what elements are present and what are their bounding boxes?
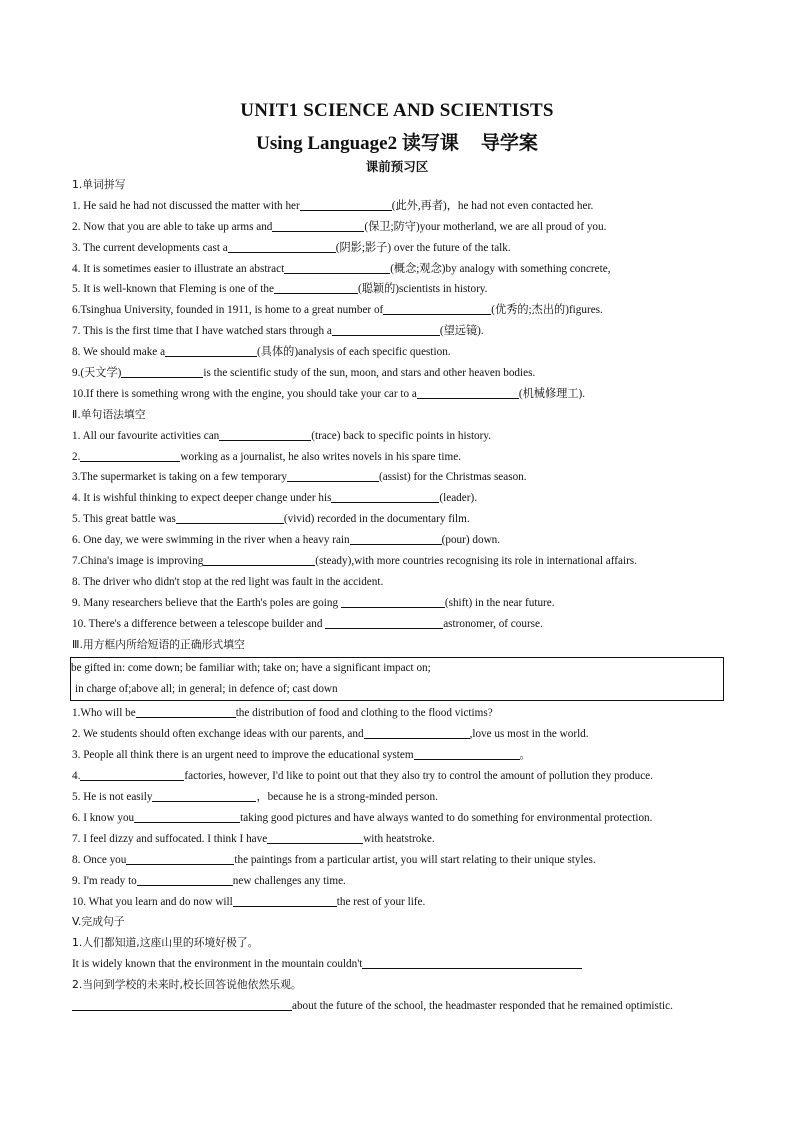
s1-item: 4. It is sometimes easier to illustrate an abstract (概念;观念)by analogy with something concrete, bbox=[72, 262, 611, 275]
answer-blank[interactable] bbox=[284, 261, 390, 274]
phrase-box-line: be gifted in: come down; be familiar with; take on; have a significant impact on; bbox=[71, 662, 431, 675]
phrase-box bbox=[70, 657, 724, 701]
s2-item: 3.The supermarket is taking on a few temporary (assist) for the Christmas season. bbox=[72, 471, 527, 484]
s1-item: 2. Now that you are able to take up arms and (保卫;防守)your motherland, we are all proud of you. bbox=[72, 220, 607, 233]
s2-item: 10. There's a difference between a telescope builder and astronomer, of course. bbox=[72, 617, 543, 630]
answer-blank[interactable] bbox=[331, 490, 439, 503]
answer-blank[interactable] bbox=[121, 365, 203, 378]
answer-blank[interactable] bbox=[80, 768, 184, 781]
answer-blank[interactable] bbox=[417, 386, 519, 399]
answer-blank[interactable] bbox=[165, 344, 257, 357]
phrase-box-line: in charge of;above all; in general; in defence of; cast down bbox=[75, 683, 338, 696]
answer-blank[interactable] bbox=[364, 726, 470, 739]
s5-q2-english: about the future of the school, the headmaster responded that he remained optimistic. bbox=[72, 996, 732, 1017]
answer-blank[interactable] bbox=[136, 705, 236, 718]
answer-blank[interactable] bbox=[341, 595, 445, 608]
s3-item: 7. I feel dizzy and suffocated. I think I have with heatstroke. bbox=[72, 832, 435, 845]
s2-item: 4. It is wishful thinking to expect deeper change under his (leader). bbox=[72, 492, 477, 505]
answer-blank[interactable] bbox=[203, 553, 315, 566]
s2-item: 2. working as a journalist, he also writes novels in his spare time. bbox=[72, 450, 461, 463]
s1-item: 1. He said he had not discussed the matter with her (此外,再者)，he had not even contacted her. bbox=[72, 199, 594, 212]
answer-blank[interactable] bbox=[219, 428, 311, 441]
s1-item: 8. We should make a (具体的)analysis of each specific question. bbox=[72, 346, 451, 359]
exercise-body bbox=[72, 175, 732, 1017]
subtitle-left: Using Language2 读写课 bbox=[256, 133, 459, 154]
section2-heading: Ⅱ.单句语法填空 bbox=[72, 407, 146, 421]
section-label: 课前预习区 bbox=[365, 159, 429, 174]
subtitle-right: 导学案 bbox=[480, 133, 538, 154]
s3-item: 1.Who will be the distribution of food and clothing to the flood victims? bbox=[72, 707, 493, 720]
answer-blank[interactable] bbox=[274, 281, 358, 294]
answer-blank[interactable] bbox=[152, 789, 256, 802]
s1-item: 7. This is the first time that I have watched stars through a (望远镜). bbox=[72, 325, 484, 338]
answer-blank[interactable] bbox=[383, 302, 491, 315]
section3-heading: Ⅲ.用方框内所给短语的正确形式填空 bbox=[72, 637, 245, 651]
page-subtitle bbox=[0, 128, 794, 155]
answer-blank[interactable] bbox=[80, 449, 180, 462]
s3-item: 4. factories, however, I'd like to point out that they also try to control the amount of pollution they produce. bbox=[72, 770, 653, 783]
page-title: UNIT1 SCIENCE AND SCIENTISTS bbox=[240, 100, 554, 121]
s3-item: 2. We students should often exchange ideas with our parents, and ,love us most in the world. bbox=[72, 728, 589, 741]
s2-item: 7.China's image is improving (steady),with more countries recognising its role in international affairs. bbox=[72, 555, 637, 568]
answer-blank[interactable] bbox=[233, 894, 337, 907]
answer-blank[interactable] bbox=[350, 532, 442, 545]
answer-blank[interactable] bbox=[126, 852, 234, 865]
answer-blank[interactable] bbox=[72, 998, 292, 1011]
s3-item: 3. People all think there is an urgent need to improve the educational system 。 bbox=[72, 749, 531, 762]
answer-blank[interactable] bbox=[267, 831, 363, 844]
section5-heading: V.完成句子 bbox=[72, 915, 125, 929]
s5-q1-chinese: 1.人们都知道,这座山里的环境好极了。 bbox=[72, 936, 259, 950]
answer-blank[interactable] bbox=[228, 240, 336, 253]
s1-item: 3. The current developments cast a (阴影;影子) over the future of the talk. bbox=[72, 241, 511, 254]
answer-blank[interactable] bbox=[414, 747, 520, 760]
s2-item: 8. The driver who didn't stop at the red light was fault in the accident. bbox=[72, 575, 384, 588]
s3-item: 10. What you learn and do now will the rest of your life. bbox=[72, 895, 426, 908]
answer-blank[interactable] bbox=[134, 810, 240, 823]
s3-item: 6. I know you taking good pictures and have always wanted to do something for environmental protection. bbox=[72, 811, 653, 824]
s2-item: 1. All our favourite activities can (trace) back to specific points in history. bbox=[72, 429, 492, 442]
answer-blank[interactable] bbox=[272, 219, 364, 232]
s5-q2-chinese: 2.当问到学校的未来时,校长回答说他依然乐观。 bbox=[72, 978, 302, 992]
answer-blank[interactable] bbox=[287, 469, 379, 482]
s2-item: 5. This great battle was (vivid) recorded in the documentary film. bbox=[72, 513, 470, 526]
answer-blank[interactable] bbox=[137, 873, 233, 886]
answer-blank[interactable] bbox=[362, 956, 582, 969]
section1-heading: 1.单词拼写 bbox=[72, 178, 126, 191]
answer-blank[interactable] bbox=[332, 323, 440, 336]
s2-item: 6. One day, we were swimming in the river when a heavy rain (pour) down. bbox=[72, 534, 501, 547]
s3-item: 5. He is not easily ，because he is a strong-minded person. bbox=[72, 791, 438, 804]
answer-blank[interactable] bbox=[300, 198, 392, 211]
s5-q1-english: It is widely known that the environment in the mountain couldn't bbox=[72, 954, 732, 975]
s2-item: 9. Many researchers believe that the Earth's poles are going (shift) in the near future. bbox=[72, 596, 555, 609]
s1-item: 9.(天文学) is the scientific study of the sun, moon, and stars and other heaven bodies. bbox=[72, 367, 536, 380]
s3-item: 8. Once you the paintings from a particular artist, you will start relating to their unique styles. bbox=[72, 853, 596, 866]
s3-item: 9. I'm ready to new challenges any time. bbox=[72, 874, 346, 887]
s1-item: 10.If there is something wrong with the engine, you should take your car to a (机械修理工). bbox=[72, 387, 586, 400]
answer-blank[interactable] bbox=[325, 616, 443, 629]
s1-item: 6.Tsinghua University, founded in 1911, is home to a great number of (优秀的;杰出的)figures. bbox=[72, 304, 603, 317]
answer-blank[interactable] bbox=[176, 511, 284, 524]
s1-item: 5. It is well-known that Fleming is one of the (聪颖的)scientists in history. bbox=[72, 283, 488, 296]
